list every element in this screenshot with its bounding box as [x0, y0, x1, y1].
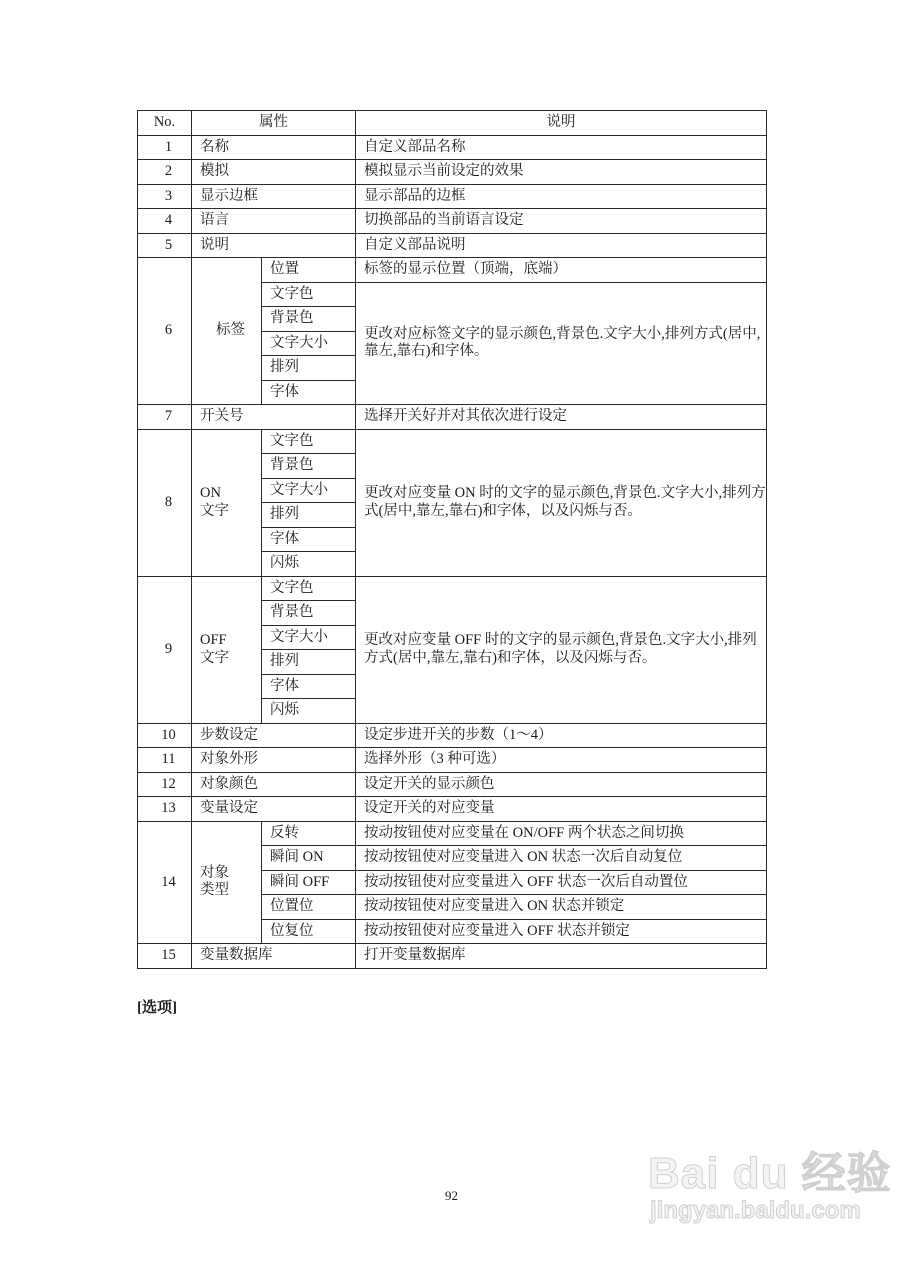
row-sub-attribute: 瞬间 ON	[262, 846, 356, 871]
row-description: 设定开关的对应变量	[356, 797, 767, 822]
watermark-url: jingyan.baidu.com	[650, 1197, 861, 1224]
row-number: 12	[138, 772, 192, 797]
row-sub-attribute: 文字大小	[262, 478, 356, 503]
row-sub-attribute: 背景色	[262, 601, 356, 626]
row-attribute: 模拟	[192, 160, 356, 185]
row-sub-attribute: 字体	[262, 527, 356, 552]
row-description: 自定义部品说明	[356, 233, 767, 258]
row-attribute: 变量数据库	[192, 944, 356, 969]
row-description: 切换部品的当前语言设定	[356, 209, 767, 234]
table-row	[138, 258, 767, 283]
header-description: 说明	[356, 111, 767, 136]
row-sub-attribute: 排列	[262, 650, 356, 675]
row-sub-attribute: 文字大小	[262, 625, 356, 650]
table-row	[138, 576, 767, 601]
row-description: 标签的显示位置（顶端，底端）	[356, 258, 767, 283]
row-attribute-group: 标签	[192, 258, 262, 405]
row-description: 模拟显示当前设定的效果	[356, 160, 767, 185]
table-row	[138, 772, 767, 797]
row-number: 10	[138, 723, 192, 748]
row-number: 3	[138, 184, 192, 209]
row-sub-attribute: 反转	[262, 821, 356, 846]
row-description: 按动按钮使对应变量在 ON/OFF 两个状态之间切换	[356, 821, 767, 846]
row-attribute-group	[192, 821, 262, 944]
row-number: 1	[138, 135, 192, 160]
row-number: 11	[138, 748, 192, 773]
row-number: 14	[138, 821, 192, 944]
table-row	[138, 723, 767, 748]
row-attribute: 显示边框	[192, 184, 356, 209]
row-description: 更改对应标签文字的显示颜色,背景色.文字大小,排列方式(居中,靠左,靠右)和字体。	[356, 282, 767, 405]
header-attribute: 属性	[192, 111, 356, 136]
row-sub-attribute: 文字大小	[262, 331, 356, 356]
row-number: 4	[138, 209, 192, 234]
row-number: 2	[138, 160, 192, 185]
row-description: 显示部品的边框	[356, 184, 767, 209]
table-row	[138, 209, 767, 234]
row-description: 按动按钮使对应变量进入 ON 状态并锁定	[356, 895, 767, 920]
row-attribute: 步数设定	[192, 723, 356, 748]
row-sub-attribute: 背景色	[262, 307, 356, 332]
row-sub-attribute: 字体	[262, 380, 356, 405]
row-attribute: 对象颜色	[192, 772, 356, 797]
attribute-line: 文字	[200, 649, 229, 666]
row-sub-attribute: 位置	[262, 258, 356, 283]
watermark-brand: Bai du 经验	[648, 1149, 892, 1198]
table-row	[138, 184, 767, 209]
table-row	[138, 748, 767, 773]
row-number: 5	[138, 233, 192, 258]
row-attribute: 语言	[192, 209, 356, 234]
row-attribute: 开关号	[192, 405, 356, 430]
row-number: 8	[138, 429, 192, 576]
row-sub-attribute: 位复位	[262, 919, 356, 944]
row-description: 自定义部品名称	[356, 135, 767, 160]
table-row	[138, 160, 767, 185]
attribute-line: 类型	[200, 882, 229, 899]
row-description: 选择开关好并对其依次进行设定	[356, 405, 767, 430]
table-row	[138, 821, 767, 846]
row-attribute: 对象外形	[192, 748, 356, 773]
table-header-row	[138, 111, 767, 136]
row-sub-attribute: 瞬间 OFF	[262, 870, 356, 895]
baidu-watermark	[640, 1135, 900, 1245]
table-row	[138, 797, 767, 822]
row-description: 设定开关的显示颜色	[356, 772, 767, 797]
row-description: 按动按钮使对应变量进入 OFF 状态一次后自动置位	[356, 870, 767, 895]
table-row	[138, 944, 767, 969]
row-description: 设定步进开关的步数（1～4）	[356, 723, 767, 748]
row-description: 选择外形（3 种可选）	[356, 748, 767, 773]
attribute-line: 文字	[200, 502, 229, 519]
row-number: 7	[138, 405, 192, 430]
row-number: 13	[138, 797, 192, 822]
row-number: 6	[138, 258, 192, 405]
row-sub-attribute: 闪烁	[262, 552, 356, 577]
row-sub-attribute: 位置位	[262, 895, 356, 920]
row-sub-attribute: 字体	[262, 674, 356, 699]
attribute-line: 对象	[200, 864, 229, 881]
row-attribute: 名称	[192, 135, 356, 160]
row-sub-attribute: 排列	[262, 356, 356, 381]
attribute-line: OFF	[200, 632, 227, 649]
row-sub-attribute: 文字色	[262, 282, 356, 307]
row-description: 按动按钮使对应变量进入 ON 状态一次后自动复位	[356, 846, 767, 871]
row-description: 更改对应变量 ON 时的文字的显示颜色,背景色.文字大小,排列方式(居中,靠左,靠右)和字体，以及闪烁与否。	[356, 429, 767, 576]
row-sub-attribute: 文字色	[262, 429, 356, 454]
table-row	[138, 135, 767, 160]
row-attribute: 说明	[192, 233, 356, 258]
row-attribute: 变量设定	[192, 797, 356, 822]
table-row	[138, 405, 767, 430]
row-sub-attribute: 文字色	[262, 576, 356, 601]
header-no: No.	[138, 111, 192, 136]
page-number: 92	[445, 1188, 458, 1203]
row-sub-attribute: 背景色	[262, 454, 356, 479]
row-number: 9	[138, 576, 192, 723]
row-number: 15	[138, 944, 192, 969]
row-attribute-group	[192, 429, 262, 576]
row-sub-attribute: 闪烁	[262, 699, 356, 724]
row-sub-attribute: 排列	[262, 503, 356, 528]
table-row	[138, 429, 767, 454]
row-description: 更改对应变量 OFF 时的文字的显示颜色,背景色.文字大小,排列方式(居中,靠左,靠右)和字体，以及闪烁与否。	[356, 576, 767, 723]
options-heading: [选项]	[137, 1000, 177, 1016]
row-description: 按动按钮使对应变量进入 OFF 状态并锁定	[356, 919, 767, 944]
row-description: 打开变量数据库	[356, 944, 767, 969]
attribute-line: ON	[200, 485, 221, 502]
property-table	[137, 110, 767, 969]
table-row	[138, 233, 767, 258]
row-attribute-group	[192, 576, 262, 723]
